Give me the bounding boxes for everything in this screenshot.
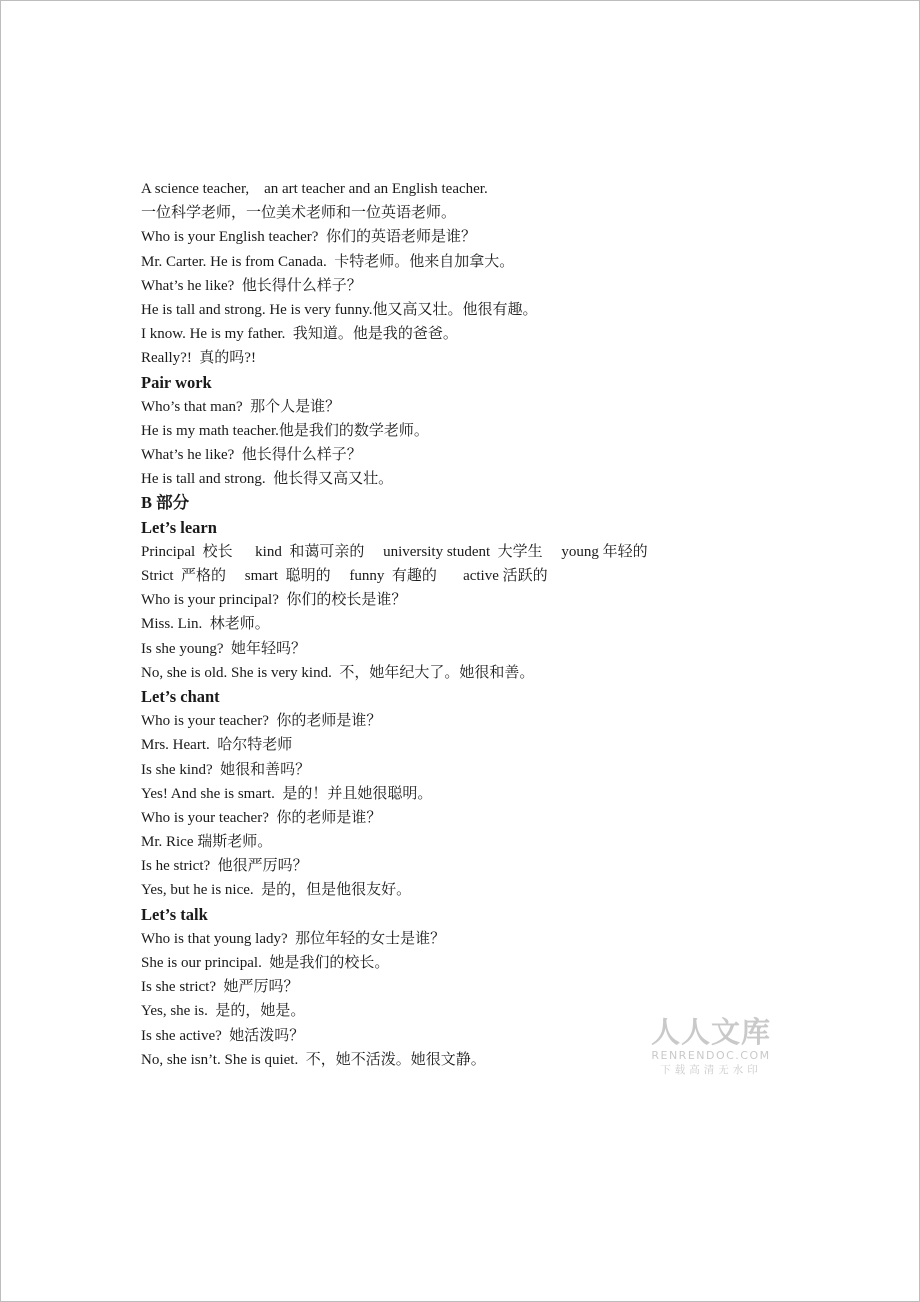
text-line: What’s he like? 他长得什么样子？ — [141, 447, 362, 464]
text-line: No, she isn’t. She is quiet. 不，她不活泼。她很文静。 — [141, 1051, 486, 1068]
watermark-subtitle: 下载高清无水印 — [660, 1064, 762, 1076]
watermark-logo — [648, 1015, 774, 1078]
section-heading: B 部分 — [141, 493, 190, 513]
watermark-url: RENRENDOC.COM — [651, 1049, 771, 1062]
text-line: Yes, she is. 是的，她是。 — [141, 1003, 306, 1020]
text-line: Who is your teacher? 你的老师是谁？ — [141, 713, 382, 730]
section-heading: Let’s chant — [141, 686, 220, 706]
text-line: Is he strict? 他很严厉吗？ — [141, 858, 308, 875]
text-line: Really?! 真的吗?! — [141, 350, 256, 367]
text-line: No, she is old. She is very kind. 不，她年纪大了。她很和善。 — [141, 664, 535, 681]
text-line: Who is that young lady? 那位年轻的女士是谁？ — [141, 930, 446, 947]
text-line: Mrs. Heart. 哈尔特老师 — [141, 737, 293, 754]
text-line: A science teacher, an art teacher and an English teacher. — [141, 181, 488, 197]
text-line: 一位科学老师，一位美术老师和一位英语老师。 — [141, 205, 457, 222]
text-line: Yes, but he is nice. 是的，但是他很友好。 — [141, 882, 412, 899]
text-line: He is tall and strong. He is very funny.他又高又壮。他很有趣。 — [141, 301, 538, 318]
text-line: Mr. Carter. He is from Canada. 卡特老师。他来自加拿大。 — [141, 253, 515, 270]
text-line: He is tall and strong. 他长得又高又壮。 — [141, 471, 394, 488]
text-line: Who is your principal? 你们的校长是谁？ — [141, 592, 407, 609]
text-line: Is she strict? 她严厉吗？ — [141, 979, 299, 996]
text-line: He is my math teacher.他是我们的数学老师。 — [141, 422, 429, 439]
text-line: Mr. Rice 瑞斯老师。 — [141, 834, 273, 851]
text-line: Principal 校长 kind 和蔼可亲的 university student 大学生 young 年轻的 — [141, 543, 648, 560]
section-heading: Let’s talk — [141, 904, 208, 924]
text-line: Is she young? 她年轻吗？ — [141, 640, 306, 657]
text-line: Is she active? 她活泼吗？ — [141, 1027, 305, 1044]
text-line: What’s he like? 他长得什么样子？ — [141, 277, 362, 294]
section-heading: Pair work — [141, 372, 212, 392]
text-line: Who’s that man? 那个人是谁？ — [141, 398, 341, 415]
section-heading: Let’s learn — [141, 517, 217, 537]
text-line: She is our principal. 她是我们的校长。 — [141, 955, 390, 971]
text-line: Miss. Lin. 林老师。 — [141, 616, 270, 633]
text-line: I know. He is my father. 我知道。他是我的爸爸。 — [141, 326, 458, 343]
text-line: Who is your teacher? 你的老师是谁？ — [141, 809, 382, 826]
text-line: Strict 严格的 smart 聪明的 funny 有趣的 active 活跃的 — [141, 568, 548, 584]
watermark-title: 人人文库 — [650, 1015, 771, 1049]
text-line: Is she kind? 她很和善吗？ — [141, 761, 311, 778]
document-body — [141, 177, 781, 1072]
text-line: Who is your English teacher? 你们的英语老师是谁？ — [141, 229, 476, 246]
text-line: Yes! And she is smart. 是的！并且她很聪明。 — [141, 785, 433, 802]
